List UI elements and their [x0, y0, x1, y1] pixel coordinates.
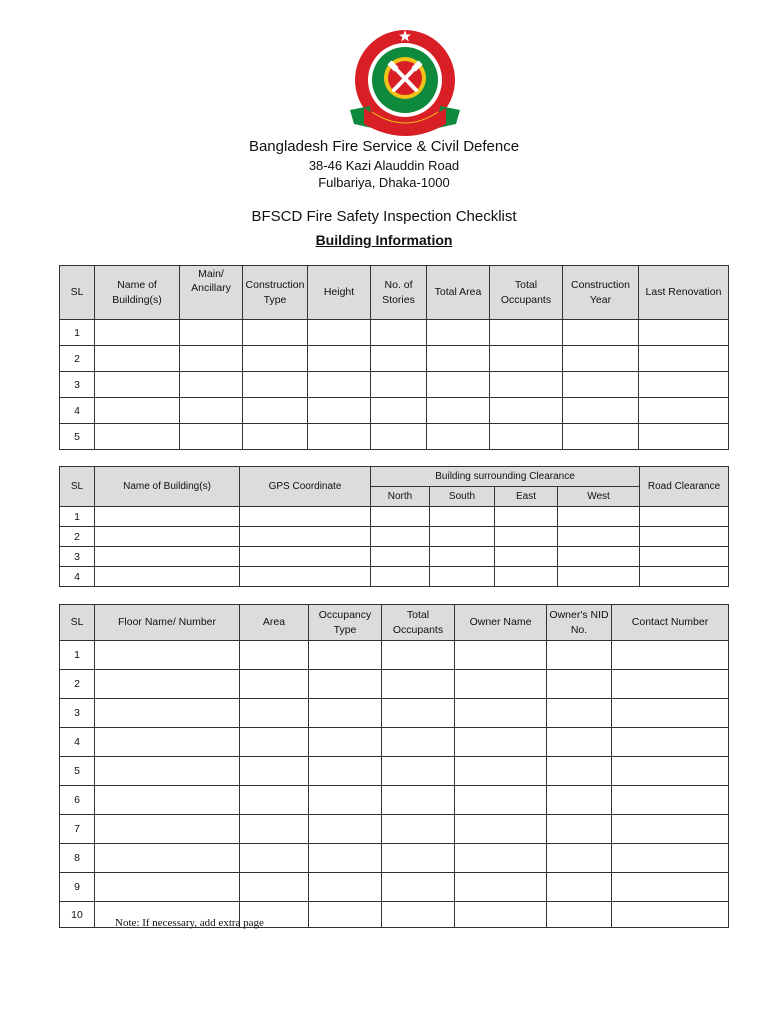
input-cell[interactable] — [308, 372, 371, 398]
input-cell[interactable] — [547, 728, 612, 757]
input-cell[interactable] — [240, 670, 309, 699]
col-total-occupants: Total Occupants — [490, 266, 563, 320]
input-cell[interactable] — [455, 844, 547, 873]
input-cell[interactable] — [308, 424, 371, 450]
input-cell[interactable] — [382, 728, 455, 757]
col-surrounding-clearance: Building surrounding Clearance — [371, 467, 640, 487]
address-line-1: 38-46 Kazi Alauddin Road — [308, 158, 460, 173]
table-row — [60, 728, 729, 757]
input-cell[interactable] — [547, 757, 612, 786]
input-cell[interactable] — [308, 320, 371, 346]
input-cell[interactable] — [95, 844, 240, 873]
input-cell[interactable] — [243, 320, 308, 346]
table-row — [60, 699, 729, 728]
input-cell[interactable] — [639, 398, 729, 424]
row-number: 1 — [60, 641, 95, 670]
input-cell[interactable] — [371, 527, 430, 547]
col-gps-coordinate: GPS Coordinate — [240, 467, 371, 507]
input-cell[interactable] — [558, 567, 640, 587]
col-road-clearance: Road Clearance — [640, 467, 729, 507]
input-cell[interactable] — [455, 728, 547, 757]
input-cell[interactable] — [243, 372, 308, 398]
input-cell[interactable] — [382, 844, 455, 873]
input-cell[interactable] — [95, 424, 180, 450]
row-number: 8 — [60, 844, 95, 873]
table-row — [60, 527, 729, 547]
col-occupancy-type: Occupancy Type — [309, 605, 382, 641]
input-cell[interactable] — [95, 567, 240, 587]
input-cell[interactable] — [547, 786, 612, 815]
input-cell[interactable] — [371, 547, 430, 567]
input-cell[interactable] — [495, 507, 558, 527]
row-number: 3 — [60, 699, 95, 728]
input-cell[interactable] — [382, 873, 455, 902]
table-row — [60, 641, 729, 670]
input-cell[interactable] — [95, 786, 240, 815]
input-cell[interactable] — [547, 699, 612, 728]
input-cell[interactable] — [495, 547, 558, 567]
input-cell[interactable] — [547, 815, 612, 844]
input-cell[interactable] — [95, 346, 180, 372]
table-row — [60, 346, 729, 372]
input-cell[interactable] — [95, 547, 240, 567]
row-number: 6 — [60, 786, 95, 815]
row-number: 3 — [60, 547, 95, 567]
input-cell[interactable] — [309, 902, 382, 928]
input-cell[interactable] — [95, 641, 240, 670]
input-cell[interactable] — [558, 547, 640, 567]
input-cell[interactable] — [95, 320, 180, 346]
col-sl: SL — [60, 266, 95, 320]
input-cell[interactable] — [612, 844, 729, 873]
col-north: North — [371, 487, 430, 507]
input-cell[interactable] — [240, 547, 371, 567]
input-cell[interactable] — [180, 372, 243, 398]
table-row — [60, 320, 729, 346]
input-cell[interactable] — [639, 424, 729, 450]
input-cell[interactable] — [612, 786, 729, 815]
input-cell[interactable] — [640, 527, 729, 547]
input-cell[interactable] — [382, 902, 455, 928]
input-cell[interactable] — [382, 641, 455, 670]
input-cell[interactable] — [240, 728, 309, 757]
input-cell[interactable] — [427, 398, 490, 424]
input-cell[interactable] — [371, 507, 430, 527]
input-cell[interactable] — [495, 567, 558, 587]
input-cell[interactable] — [639, 320, 729, 346]
input-cell[interactable] — [455, 699, 547, 728]
input-cell[interactable] — [240, 844, 309, 873]
table-row — [60, 873, 729, 902]
input-cell[interactable] — [455, 786, 547, 815]
input-cell[interactable] — [490, 398, 563, 424]
input-cell[interactable] — [612, 699, 729, 728]
input-cell[interactable] — [430, 547, 495, 567]
input-cell[interactable] — [309, 786, 382, 815]
input-cell[interactable] — [243, 346, 308, 372]
input-cell[interactable] — [495, 527, 558, 547]
input-cell[interactable] — [309, 815, 382, 844]
input-cell[interactable] — [547, 844, 612, 873]
table-row — [60, 567, 729, 587]
col-construction-year: Construction Year — [563, 266, 639, 320]
col-owner-nid: Owner's NID No. — [547, 605, 612, 641]
row-number: 4 — [60, 398, 95, 424]
row-number: 2 — [60, 346, 95, 372]
input-cell[interactable] — [455, 815, 547, 844]
section-title: Building Information — [315, 232, 453, 248]
col-building-name: Name of Building(s) — [95, 467, 240, 507]
row-number: 5 — [60, 424, 95, 450]
input-cell[interactable] — [455, 902, 547, 928]
input-cell[interactable] — [240, 527, 371, 547]
input-cell[interactable] — [240, 873, 309, 902]
col-west: West — [558, 487, 640, 507]
input-cell[interactable] — [430, 507, 495, 527]
input-cell[interactable] — [612, 728, 729, 757]
input-cell[interactable] — [563, 398, 639, 424]
table-row — [60, 547, 729, 567]
table-row — [60, 757, 729, 786]
input-cell[interactable] — [382, 786, 455, 815]
input-cell[interactable] — [309, 641, 382, 670]
input-cell[interactable] — [490, 320, 563, 346]
input-cell[interactable] — [309, 670, 382, 699]
input-cell[interactable] — [640, 567, 729, 587]
document-title: BFSCD Fire Safety Inspection Checklist — [251, 208, 517, 225]
input-cell[interactable] — [563, 320, 639, 346]
input-cell[interactable] — [640, 547, 729, 567]
row-number: 4 — [60, 567, 95, 587]
col-construction-type: Construction Type — [243, 266, 308, 320]
input-cell[interactable] — [455, 670, 547, 699]
row-number: 5 — [60, 757, 95, 786]
input-cell[interactable] — [639, 346, 729, 372]
col-sl: SL — [60, 467, 95, 507]
input-cell[interactable] — [612, 670, 729, 699]
input-cell[interactable] — [547, 670, 612, 699]
col-floor-name: Floor Name/ Number — [95, 605, 240, 641]
col-total-occupants: Total Occupants — [382, 605, 455, 641]
input-cell[interactable] — [371, 372, 427, 398]
input-cell[interactable] — [371, 424, 427, 450]
input-cell[interactable] — [180, 320, 243, 346]
table-row — [60, 507, 729, 527]
input-cell[interactable] — [309, 757, 382, 786]
col-no-of-stories: No. of Stories — [371, 266, 427, 320]
col-area: Area — [240, 605, 309, 641]
row-number: 1 — [60, 507, 95, 527]
building-info-table — [59, 265, 729, 450]
input-cell[interactable] — [95, 728, 240, 757]
input-cell[interactable] — [490, 346, 563, 372]
input-cell[interactable] — [382, 670, 455, 699]
col-east: East — [495, 487, 558, 507]
input-cell[interactable] — [547, 902, 612, 928]
col-building-name: Name of Building(s) — [95, 266, 180, 320]
input-cell[interactable] — [371, 320, 427, 346]
col-main-ancillary: Main/ Ancillary — [180, 266, 243, 320]
input-cell[interactable] — [95, 372, 180, 398]
input-cell[interactable] — [455, 757, 547, 786]
input-cell[interactable] — [382, 757, 455, 786]
row-number: 10 — [60, 902, 95, 928]
row-number: 9 — [60, 873, 95, 902]
input-cell[interactable] — [95, 670, 240, 699]
input-cell[interactable] — [640, 507, 729, 527]
input-cell[interactable] — [639, 372, 729, 398]
col-contact-number: Contact Number — [612, 605, 729, 641]
input-cell[interactable] — [612, 641, 729, 670]
input-cell[interactable] — [180, 424, 243, 450]
input-cell[interactable] — [563, 346, 639, 372]
col-sl: SL — [60, 605, 95, 641]
row-number: 2 — [60, 527, 95, 547]
organization-name: Bangladesh Fire Service & Civil Defence — [248, 138, 520, 155]
input-cell[interactable] — [95, 527, 240, 547]
table-row — [60, 786, 729, 815]
input-cell[interactable] — [95, 699, 240, 728]
address-line-2: Fulbariya, Dhaka-1000 — [318, 175, 450, 190]
col-last-renovation: Last Renovation — [639, 266, 729, 320]
input-cell[interactable] — [240, 507, 371, 527]
input-cell[interactable] — [427, 320, 490, 346]
input-cell[interactable] — [490, 372, 563, 398]
input-cell[interactable] — [490, 424, 563, 450]
input-cell[interactable] — [308, 398, 371, 424]
input-cell[interactable] — [612, 902, 729, 928]
input-cell[interactable] — [240, 699, 309, 728]
input-cell[interactable] — [547, 873, 612, 902]
input-cell[interactable] — [427, 346, 490, 372]
input-cell[interactable] — [558, 507, 640, 527]
input-cell[interactable] — [371, 346, 427, 372]
input-cell[interactable] — [455, 873, 547, 902]
col-total-area: Total Area — [427, 266, 490, 320]
input-cell[interactable] — [427, 424, 490, 450]
col-south: South — [430, 487, 495, 507]
input-cell[interactable] — [243, 398, 308, 424]
input-cell[interactable] — [95, 873, 240, 902]
input-cell[interactable] — [95, 507, 240, 527]
input-cell[interactable] — [95, 398, 180, 424]
row-number: 2 — [60, 670, 95, 699]
row-number: 3 — [60, 372, 95, 398]
clearance-table — [59, 466, 729, 587]
input-cell[interactable] — [180, 398, 243, 424]
input-cell[interactable] — [240, 786, 309, 815]
input-cell[interactable] — [309, 844, 382, 873]
row-number: 1 — [60, 320, 95, 346]
input-cell[interactable] — [240, 641, 309, 670]
input-cell[interactable] — [427, 372, 490, 398]
table-row — [60, 424, 729, 450]
input-cell[interactable] — [612, 815, 729, 844]
input-cell[interactable] — [382, 699, 455, 728]
input-cell[interactable] — [382, 815, 455, 844]
input-cell[interactable] — [308, 346, 371, 372]
input-cell[interactable] — [430, 567, 495, 587]
table-row — [60, 815, 729, 844]
page-note: Note: If necessary, add extra page — [115, 917, 264, 929]
input-cell[interactable] — [95, 815, 240, 844]
input-cell[interactable] — [612, 757, 729, 786]
table-row — [60, 398, 729, 424]
input-cell[interactable] — [240, 815, 309, 844]
row-number: 7 — [60, 815, 95, 844]
input-cell[interactable] — [309, 873, 382, 902]
input-cell[interactable] — [455, 641, 547, 670]
input-cell[interactable] — [371, 567, 430, 587]
input-cell[interactable] — [309, 728, 382, 757]
table-row — [60, 844, 729, 873]
table-row — [60, 372, 729, 398]
input-cell[interactable] — [612, 873, 729, 902]
input-cell[interactable] — [430, 527, 495, 547]
input-cell[interactable] — [547, 641, 612, 670]
input-cell[interactable] — [95, 757, 240, 786]
input-cell[interactable] — [309, 699, 382, 728]
input-cell[interactable] — [563, 424, 639, 450]
table-row — [60, 670, 729, 699]
input-cell[interactable] — [371, 398, 427, 424]
col-height: Height — [308, 266, 371, 320]
input-cell[interactable] — [180, 346, 243, 372]
input-cell[interactable] — [243, 424, 308, 450]
input-cell[interactable] — [558, 527, 640, 547]
input-cell[interactable] — [563, 372, 639, 398]
input-cell[interactable] — [240, 757, 309, 786]
input-cell[interactable] — [240, 567, 371, 587]
fire-service-emblem-icon — [342, 24, 468, 142]
col-owner-name: Owner Name — [455, 605, 547, 641]
floor-info-table — [59, 604, 729, 928]
row-number: 4 — [60, 728, 95, 757]
